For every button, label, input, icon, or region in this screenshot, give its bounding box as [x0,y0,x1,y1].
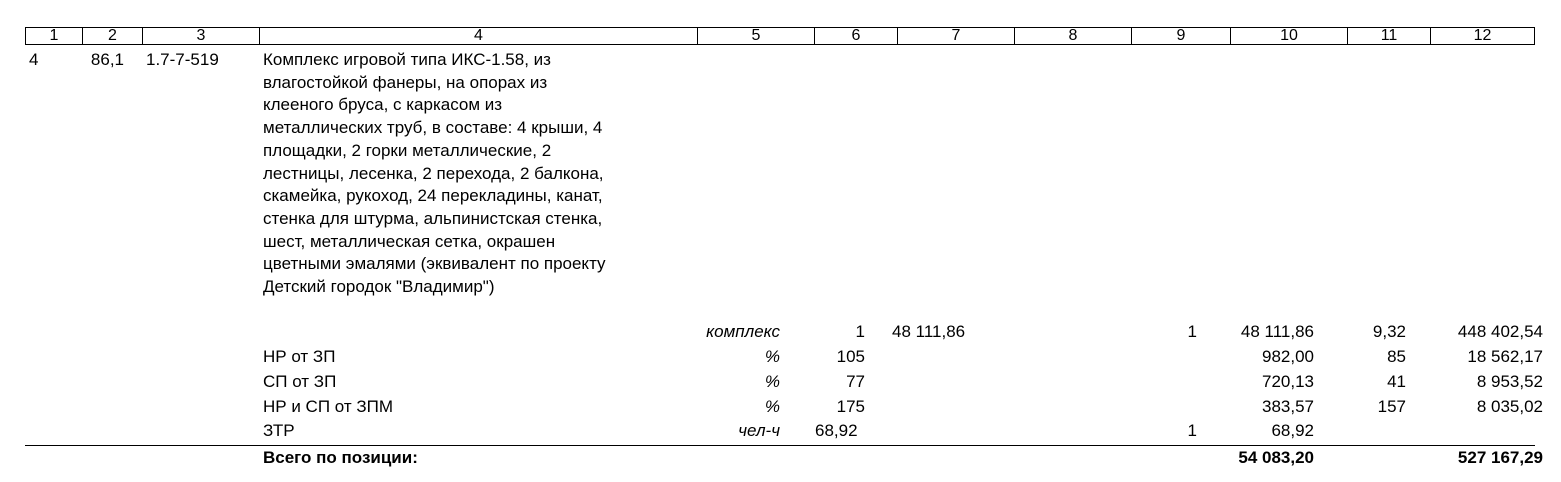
row-col10: 68,92 [1271,421,1314,440]
row-col11: 9,32 [1372,322,1406,341]
row-col9: 1 [1187,421,1197,440]
row-col12: 448 402,54 [1457,322,1543,341]
description-line: клееного бруса, с каркасом из [263,95,503,115]
description-line: Комплекс игровой типа ИКС-1.58, из [263,50,551,69]
header-col-8: 8 [1015,28,1132,44]
row-unit: % [764,397,780,416]
description-line: шест, металлическая сетка, окрашен [263,231,556,251]
header-col-6: 6 [815,28,898,44]
total-col12: 527 167,29 [1457,448,1543,467]
row-col10: 720,13 [1262,372,1314,391]
header-col-11: 11 [1348,28,1431,44]
row-col11: 157 [1377,397,1406,416]
row-col11: 85 [1387,347,1406,366]
description-line: скамейка, рукоход, 24 перекладины, канат, [263,186,603,206]
description-line: Детский городок "Владимир") [263,277,495,297]
position-number: 4 [29,50,39,69]
row-col10: 48 111,86 [1240,322,1314,341]
row-unit: % [764,347,780,366]
header-col-4: 4 [260,28,698,44]
description-line: лестницы, лесенка, 2 перехода, 2 балкона, [263,163,604,183]
row-col10: 383,57 [1262,397,1314,416]
header-col-7: 7 [898,28,1015,44]
row-name: НР от ЗП [263,347,336,366]
row-qty: 77 [846,372,865,391]
header-col-12: 12 [1473,27,1492,44]
description-line: металлических труб, в составе: 4 крыши, 4 [263,118,603,138]
description-line: цветными эмалями (эквивалент по проекту [263,254,606,274]
row-qty: 105 [836,347,865,366]
total-col10: 54 083,20 [1238,448,1314,467]
row-col12: 8 953,52 [1476,372,1543,391]
row-col12: 8 035,02 [1476,397,1543,416]
row-unit: чел-ч [738,421,780,440]
row-col10: 982,00 [1262,347,1314,366]
total-divider-line [25,445,1535,446]
row-unit: % [764,372,780,391]
header-col-3: 3 [143,28,260,44]
header-col-9: 9 [1132,28,1231,44]
header-col-5: 5 [698,28,815,44]
row-unit: комплекс [706,322,780,341]
column-number-header [25,27,1535,45]
row-qty: 1 [855,322,865,341]
row-name: СП от ЗП [263,372,337,391]
row-name: ЗТР [263,421,295,440]
row-col12: 18 562,17 [1467,347,1543,366]
position-col2: 86,1 [90,50,124,69]
header-col-1: 1 [26,28,83,44]
row-col9: 1 [1187,322,1197,341]
description-line: стенка для штурма, альпинистская стенка, [263,208,603,228]
header-col-2: 2 [83,28,143,44]
row-unit-price: 48 111,86 [892,322,966,341]
row-name: НР и СП от ЗПМ [263,397,394,416]
description-line: площадки, 2 горки металлические, 2 [263,140,552,160]
description-line: влагостойкой фанеры, на опорах из [263,72,548,92]
row-qty: 68,92 [815,421,858,440]
position-code: 1.7-7-519 [146,50,219,69]
row-qty: 175 [836,397,865,416]
header-col-10: 10 [1231,28,1348,44]
total-label: Всего по позиции: [263,448,418,467]
position-description [263,49,683,299]
row-col11: 41 [1387,372,1406,391]
